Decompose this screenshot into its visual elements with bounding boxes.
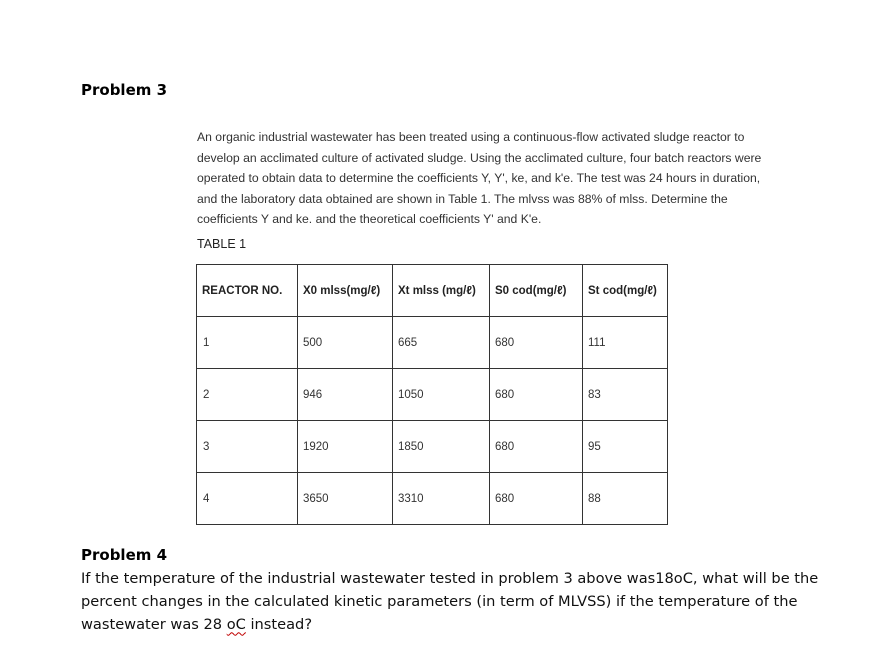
table-cell: 1850 [393,421,490,473]
table-cell: 2 [197,369,298,421]
problem-4-text-end: instead? [245,615,313,633]
table-cell: 1 [197,317,298,369]
data-table [196,264,668,525]
table-cell: 680 [490,421,583,473]
header-xt-mlss: Xt mlss (mg/ℓ) [393,265,490,317]
table-cell: 4 [197,473,298,525]
table-cell: 946 [298,369,393,421]
header-x0-mlss: X0 mlss(mg/ℓ) [298,265,393,317]
table-row [197,473,668,525]
table-cell: 3650 [298,473,393,525]
header-reactor-no: REACTOR NO. [197,265,298,317]
table-cell: 3 [197,421,298,473]
table-cell: 500 [298,317,393,369]
table-cell: 111 [583,317,668,369]
table-cell: 680 [490,473,583,525]
table-caption: TABLE 1 [197,237,247,251]
table-cell: 680 [490,317,583,369]
table-cell: 95 [583,421,668,473]
table-cell: 1050 [393,369,490,421]
problem-3-statement: An organic industrial wastewater has been treated using a continuous-flow activated sludge reactor to develop an acclimated culture of activated sludge. Using the acclimated culture, four batch reactors were operated to obtain data to determine the coefficients Y, Y', ke, and k'e. The test was 24 hours in duration, and the laboratory data obtained are shown in Table 1. The mlvss was 88% of mlss. Determine the coefficients Y and ke. and the theoretical coefficients Y' and K'e. [197,130,762,227]
problem-4-heading: Problem 4 [81,546,168,564]
problem-4-text [81,568,861,636]
table-cell: 88 [583,473,668,525]
header-s0-cod: S0 cod(mg/ℓ) [490,265,583,317]
problem-4-text-main: If the temperature of the industrial wastewater tested in problem 3 above was18oC, what will be the percent changes in the calculated kinetic parameters (in term of MLVSS) if the temperature of the wastewater was 28 [81,570,819,633]
problem-3-heading: Problem 3 [81,81,168,99]
header-st-cod: St cod(mg/ℓ) [583,265,668,317]
table-cell: 83 [583,369,668,421]
table-row [197,421,668,473]
table-cell: 1920 [298,421,393,473]
spellcheck-flagged-word: oC [226,615,246,633]
table-row [197,369,668,421]
table-cell: 3310 [393,473,490,525]
table-cell: 665 [393,317,490,369]
table-cell: 680 [490,369,583,421]
table-header-row [197,265,668,317]
table-row [197,317,668,369]
